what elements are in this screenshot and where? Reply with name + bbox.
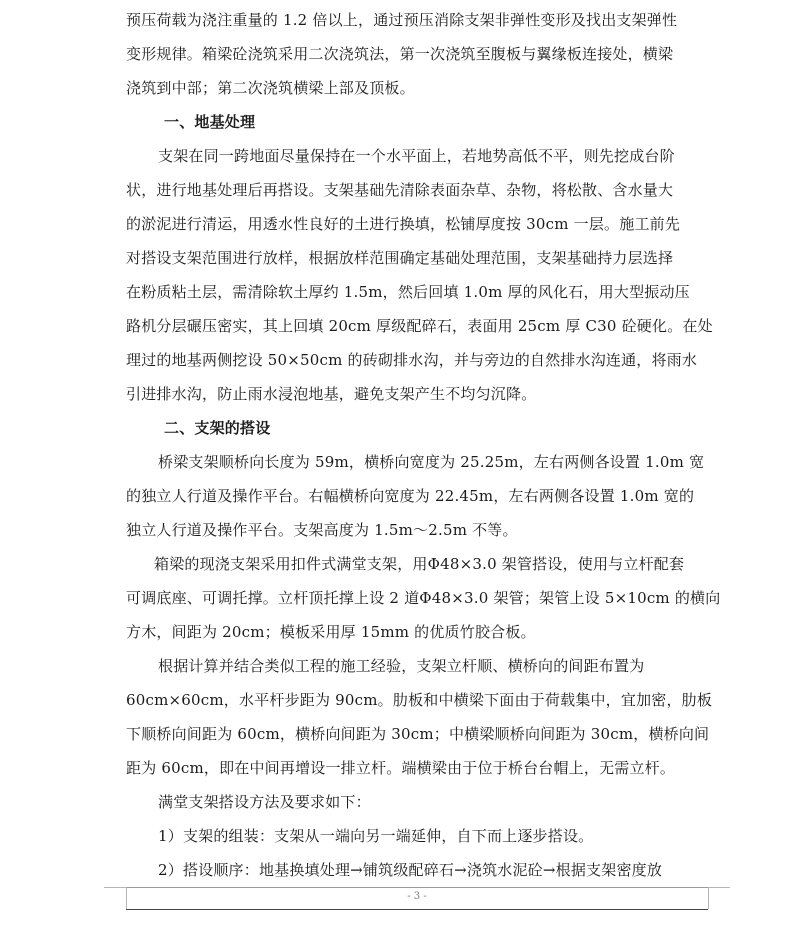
paragraph-line: 的独立人行道及操作平台。右幅横桥向宽度为 22.45m，左右两侧各设置 1.0m 宽的 [126, 487, 695, 505]
document-body [126, 3, 721, 887]
paragraph-line: 距为 60cm，即在中间再增设一排立杆。端横梁由于位于桥台台帽上，无需立杆。 [126, 759, 676, 777]
paragraph-line: 预压荷载为浇注重量的 1.2 倍以上，通过预压消除支架非弹性变形及找出支架弹性 [126, 11, 678, 29]
paragraph-line: 下顺桥向间距为 60cm，横桥向间距为 30cm；中横梁顺桥向间距为 30cm，横桥向间 [126, 725, 710, 743]
paragraph-line: 理过的地基两侧挖设 50×50cm 的砖砌排水沟，并与旁边的自然排水沟连通，将雨水 [126, 351, 698, 369]
paragraph-line: 浇筑到中部；第二次浇筑横梁上部及顶板。 [126, 79, 415, 97]
footer-divider [126, 887, 708, 888]
margin-mark-right-vertical [708, 887, 709, 909]
list-item: 2）搭设顺序：地基换填处理→铺筑级配碎石→浇筑水泥砼→根据支架密度放 [158, 861, 663, 879]
page-number: - 3 - [407, 891, 427, 902]
paragraph-line: 路机分层碾压密实，其上回填 20cm 厚级配碎石，表面用 25cm 厚 C30 砼硬化。在处 [126, 317, 713, 335]
paragraph-line: 支架在同一跨地面尽量保持在一个水平面上，若地势高低不平，则先挖成台阶 [158, 147, 675, 165]
paragraph-line: 独立人行道及操作平台。支架高度为 1.5m～2.5m 不等。 [126, 521, 518, 539]
paragraph-line: 在粉质粘土层，需清除软土厚约 1.5m，然后回填 1.0m 厚的风化石，用大型振动压 [126, 283, 690, 301]
paragraph-line: 方木，间距为 20cm；模板采用厚 15mm 的优质竹胶合板。 [126, 623, 536, 641]
paragraph-line: 满堂支架搭设方法及要求如下： [158, 793, 371, 811]
paragraph-line: 对搭设支架范围进行放样，根据放样范围确定基础处理范围，支架基础持力层选择 [126, 249, 674, 267]
paragraph-line: 变形规律。箱梁砼浇筑采用二次浇筑法，第一次浇筑至腹板与翼缘板连接处，横梁 [126, 45, 674, 63]
paragraph-line: 根据计算并结合类似工程的施工经验，支架立杆顺、横桥向的间距布置为 [158, 657, 645, 675]
margin-mark-left [104, 887, 126, 910]
paragraph-line: 引进排水沟，防止雨水浸泡地基，避免支架产生不均匀沉降。 [126, 385, 537, 403]
paragraph-line: 可调底座、可调托撑。立杆顶托撑上设 2 道Φ48×3.0 架管；架管上设 5×10cm 的横向 [126, 589, 721, 607]
paragraph-line: 的淤泥进行清运，用透水性良好的土进行换填，松铺厚度按 30cm 一层。施工前先 [126, 215, 681, 233]
section-heading-scaffold: 二、支架的搭设 [164, 419, 271, 437]
section-heading-foundation: 一、地基处理 [164, 113, 256, 131]
paragraph-line: 箱梁的现浇支架采用扣件式满堂支架，用Φ48×3.0 架管搭设，使用与立杆配套 [154, 555, 685, 573]
paragraph-line: 60cm×60cm，水平杆步距为 90cm。肋板和中横梁下面由于荷载集中，宜加密，肋板 [126, 691, 713, 709]
margin-mark-right [708, 887, 730, 910]
list-item: 1）支架的组装：支架从一端向另一端延伸，自下而上逐步搭设。 [158, 827, 594, 845]
footer-bottom-rule [126, 909, 708, 910]
paragraph-line: 状，进行地基处理后再搭设。支架基础先清除表面杂草、杂物，将松散、含水量大 [126, 181, 674, 199]
paragraph-line: 桥梁支架顺桥向长度为 59m，横桥向宽度为 25.25m，左右两侧各设置 1.0m 宽 [158, 453, 705, 471]
